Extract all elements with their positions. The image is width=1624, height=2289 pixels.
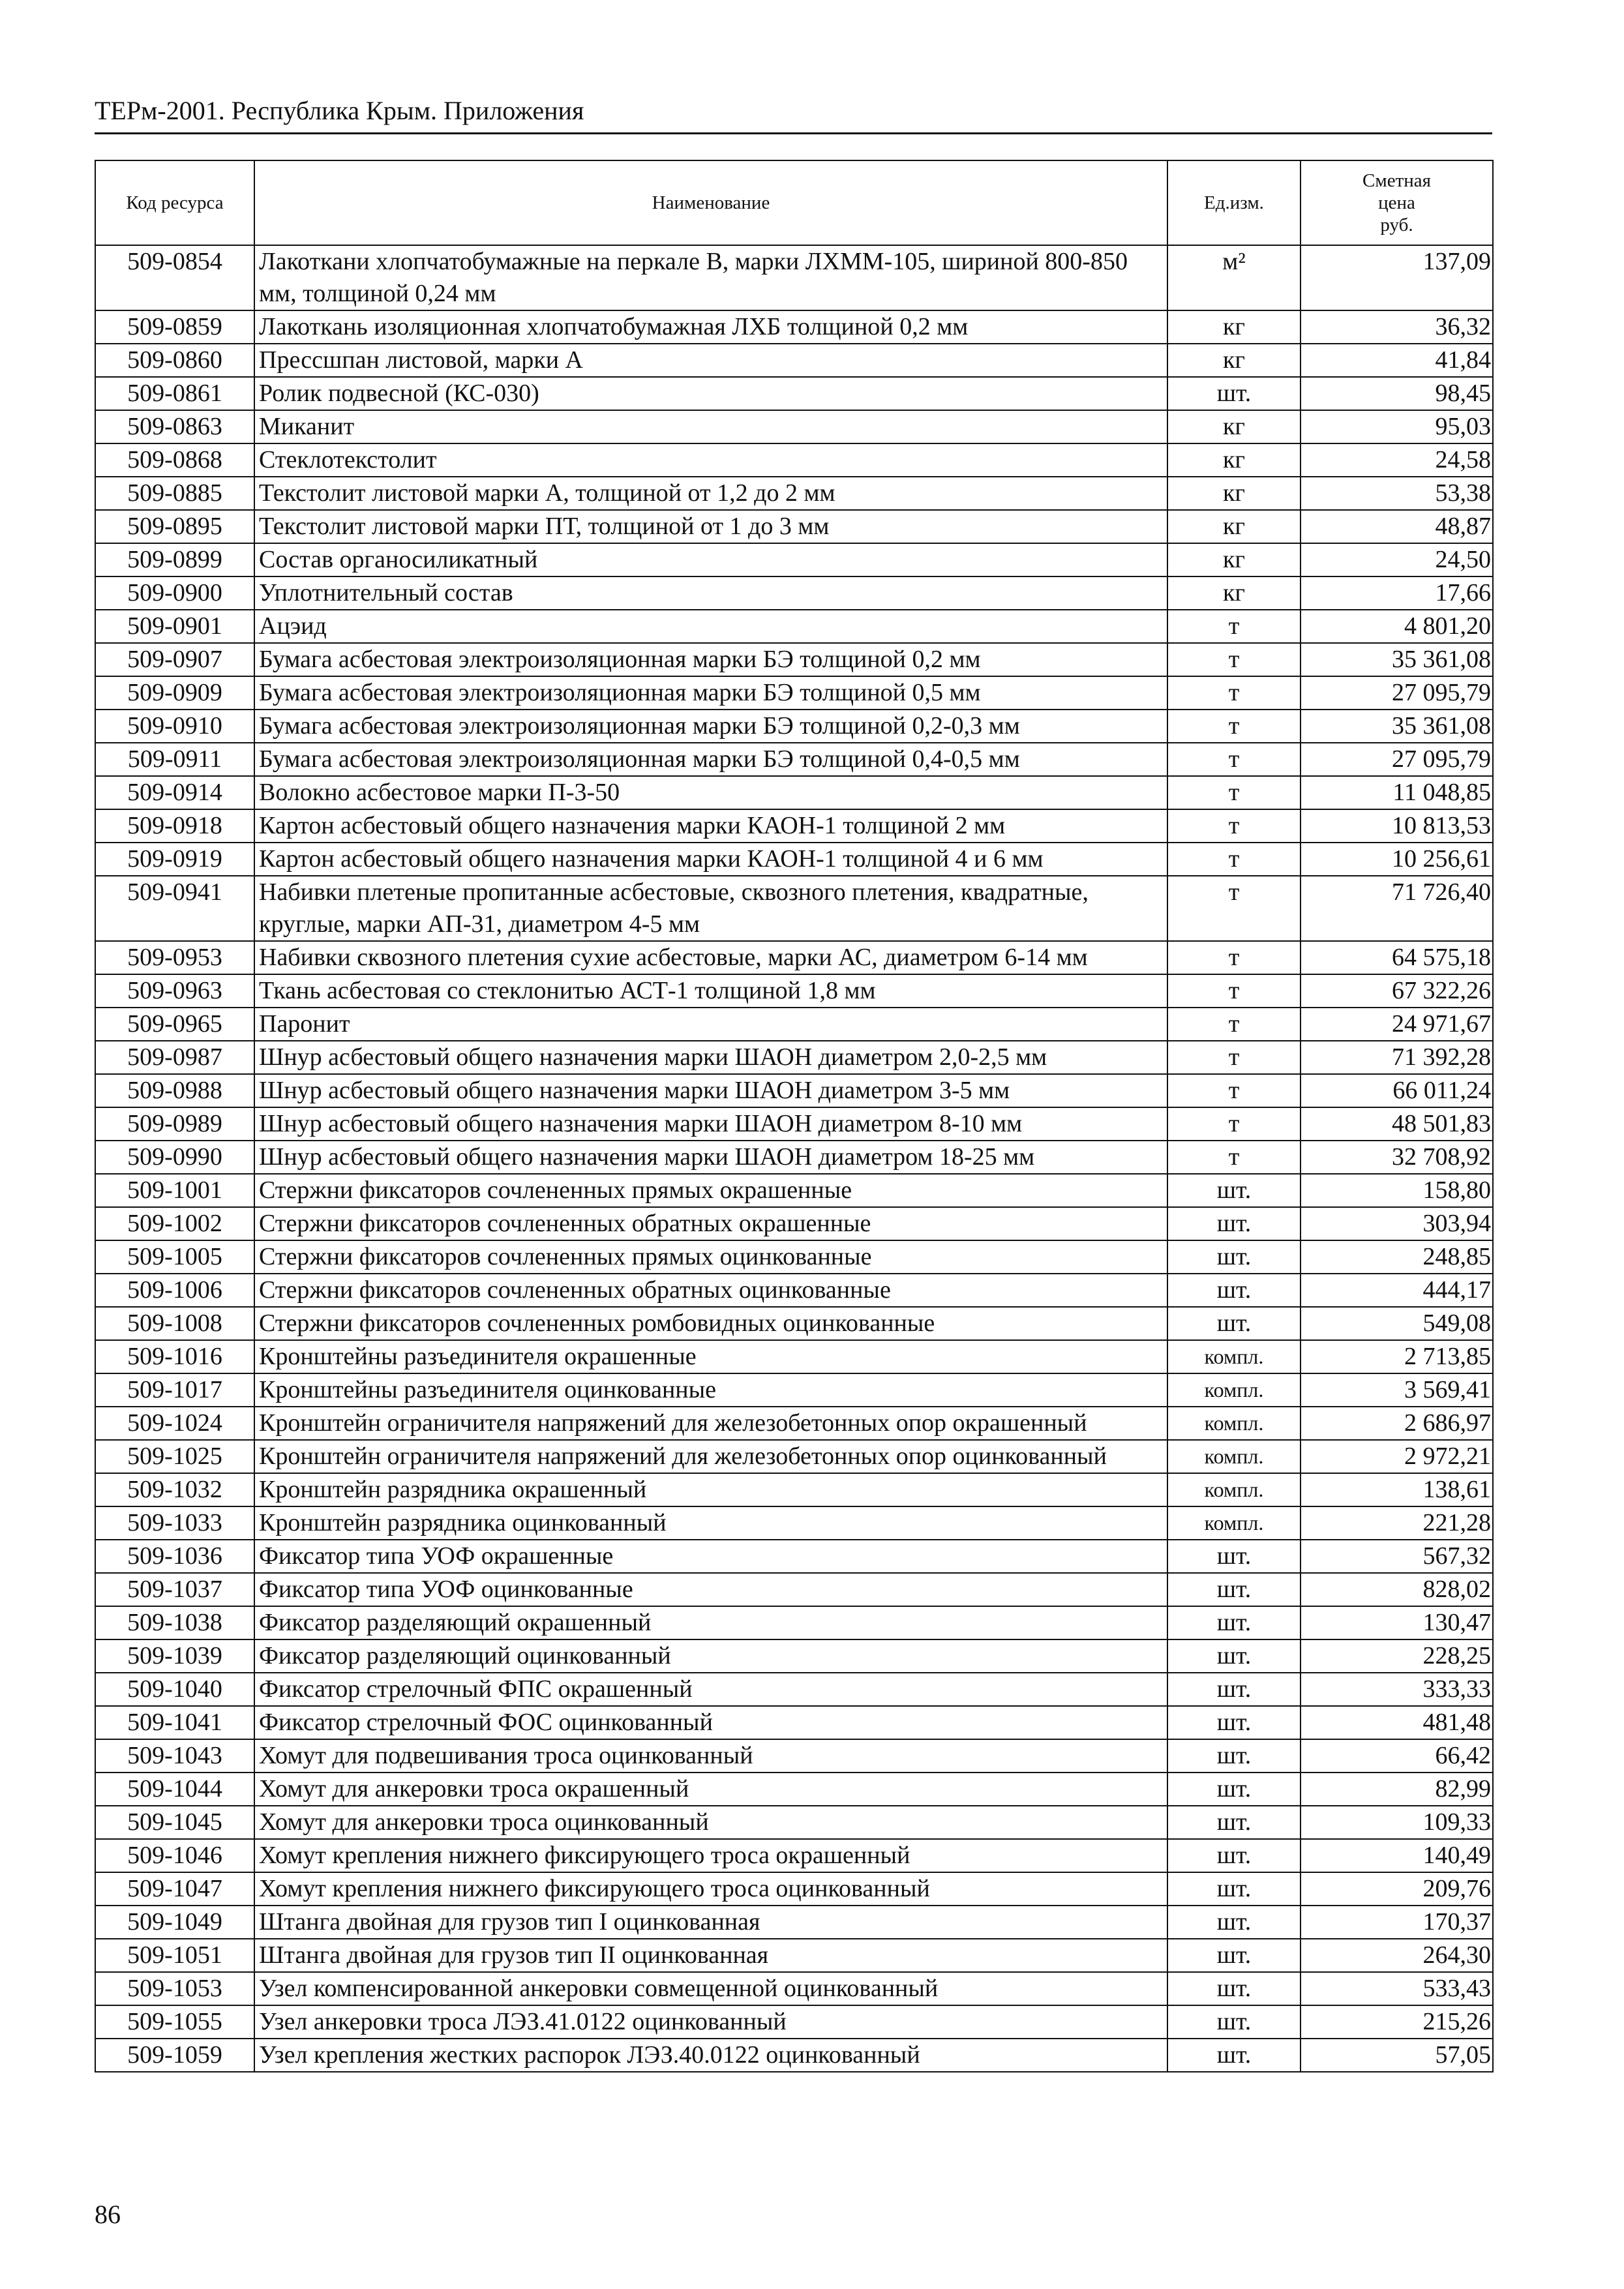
cell-code: 509-1040 xyxy=(95,1673,254,1706)
cell-code: 509-1053 xyxy=(95,1972,254,2005)
cell-unit: компл. xyxy=(1167,1473,1301,1506)
table-row xyxy=(95,1141,1493,1174)
cell-name: Состав органосиликатный xyxy=(254,543,1167,576)
cell-name: Штанга двойная для грузов тип I оцинкованная xyxy=(254,1906,1167,1939)
cell-code: 509-1017 xyxy=(95,1373,254,1407)
table-row xyxy=(95,974,1493,1008)
table-row xyxy=(95,1906,1493,1939)
cell-unit: т xyxy=(1167,941,1301,974)
cell-code: 509-1008 xyxy=(95,1307,254,1340)
table-row xyxy=(95,1540,1493,1573)
cell-name: Кронштейн ограничителя напряжений для железобетонных опор окрашенный xyxy=(254,1407,1167,1440)
cell-unit: шт. xyxy=(1167,1639,1301,1673)
cell-price: 11 048,85 xyxy=(1301,776,1493,809)
column-header-price-line3: руб. xyxy=(1380,215,1413,235)
cell-code: 509-1046 xyxy=(95,1839,254,1872)
table-row xyxy=(95,1041,1493,1074)
cell-price: 3 569,41 xyxy=(1301,1373,1493,1407)
cell-code: 509-1041 xyxy=(95,1706,254,1739)
cell-name: Волокно асбестовое марки П-3-50 xyxy=(254,776,1167,809)
cell-unit: т xyxy=(1167,1074,1301,1107)
cell-unit: кг xyxy=(1167,410,1301,443)
cell-code: 509-0907 xyxy=(95,643,254,676)
cell-name: Миканит xyxy=(254,410,1167,443)
cell-code: 509-0861 xyxy=(95,377,254,410)
cell-unit: шт. xyxy=(1167,1773,1301,1806)
table-row xyxy=(95,1407,1493,1440)
cell-price: 64 575,18 xyxy=(1301,941,1493,974)
cell-unit: т xyxy=(1167,843,1301,876)
cell-unit: шт. xyxy=(1167,1906,1301,1939)
cell-name: Набивки сквозного плетения сухие асбестовые, марки АС, диаметром 6-14 мм xyxy=(254,941,1167,974)
cell-unit: шт. xyxy=(1167,1806,1301,1839)
cell-name: Бумага асбестовая электроизоляционная марки БЭ толщиной 0,2 мм xyxy=(254,643,1167,676)
table-row xyxy=(95,443,1493,477)
cell-code: 509-1049 xyxy=(95,1906,254,1939)
cell-price: 2 972,21 xyxy=(1301,1440,1493,1473)
cell-unit: т xyxy=(1167,776,1301,809)
column-header-price-line1: Сметная xyxy=(1362,170,1431,191)
cell-name: Фиксатор стрелочный ФПС окрашенный xyxy=(254,1673,1167,1706)
cell-code: 509-0988 xyxy=(95,1074,254,1107)
table-body xyxy=(95,245,1493,2072)
cell-unit: т xyxy=(1167,610,1301,643)
header-rule xyxy=(95,132,1492,134)
table-row xyxy=(95,377,1493,410)
cell-price: 130,47 xyxy=(1301,1606,1493,1639)
cell-code: 509-0965 xyxy=(95,1008,254,1041)
cell-unit: т xyxy=(1167,1008,1301,1041)
resource-table-container xyxy=(95,160,1494,2072)
cell-code: 509-0885 xyxy=(95,477,254,510)
cell-name: Шнур асбестовый общего назначения марки ШАОН диаметром 18-25 мм xyxy=(254,1141,1167,1174)
cell-name: Стержни фиксаторов сочлененных прямых оцинкованные xyxy=(254,1240,1167,1274)
cell-price: 10 813,53 xyxy=(1301,809,1493,843)
cell-name: Кронштейны разъединителя оцинкованные xyxy=(254,1373,1167,1407)
cell-price: 41,84 xyxy=(1301,344,1493,377)
cell-name: Фиксатор стрелочный ФОС оцинкованный xyxy=(254,1706,1167,1739)
cell-name: Бумага асбестовая электроизоляционная марки БЭ толщиной 0,4-0,5 мм xyxy=(254,743,1167,776)
resource-price-table xyxy=(95,160,1494,2072)
cell-name: Фиксатор типа УОФ окрашенные xyxy=(254,1540,1167,1573)
cell-price: 228,25 xyxy=(1301,1639,1493,1673)
table-row xyxy=(95,1373,1493,1407)
cell-unit: компл. xyxy=(1167,1506,1301,1540)
cell-unit: шт. xyxy=(1167,1274,1301,1307)
table-row xyxy=(95,1773,1493,1806)
cell-code: 509-0859 xyxy=(95,310,254,344)
table-row xyxy=(95,2039,1493,2072)
cell-price: 138,61 xyxy=(1301,1473,1493,1506)
table-row xyxy=(95,1872,1493,1906)
table-row xyxy=(95,1008,1493,1041)
cell-name: Лакоткани хлопчатобумажные на перкале В, марки ЛХММ-105, шириной 800-850 мм, толщиной 0,24 мм xyxy=(254,245,1167,310)
cell-code: 509-1037 xyxy=(95,1573,254,1606)
cell-price: 549,08 xyxy=(1301,1307,1493,1340)
table-row xyxy=(95,2005,1493,2039)
cell-name: Кронштейн разрядника окрашенный xyxy=(254,1473,1167,1506)
cell-unit: шт. xyxy=(1167,1207,1301,1240)
cell-price: 24,50 xyxy=(1301,543,1493,576)
cell-code: 509-1036 xyxy=(95,1540,254,1573)
cell-unit: т xyxy=(1167,1107,1301,1141)
column-header-unit: Ед.изм. xyxy=(1167,160,1301,245)
cell-code: 509-1016 xyxy=(95,1340,254,1373)
table-row xyxy=(95,1639,1493,1673)
cell-name: Картон асбестовый общего назначения марки КАОН-1 толщиной 2 мм xyxy=(254,809,1167,843)
cell-name: Уплотнительный состав xyxy=(254,576,1167,610)
table-row xyxy=(95,410,1493,443)
cell-unit: т xyxy=(1167,643,1301,676)
cell-name: Стеклотекстолит xyxy=(254,443,1167,477)
cell-price: 53,38 xyxy=(1301,477,1493,510)
cell-name: Прессшпан листовой, марки А xyxy=(254,344,1167,377)
page-header: ТЕРм-2001. Республика Крым. Приложения xyxy=(95,96,584,125)
cell-price: 71 392,28 xyxy=(1301,1041,1493,1074)
cell-price: 35 361,08 xyxy=(1301,643,1493,676)
cell-unit: кг xyxy=(1167,576,1301,610)
cell-code: 509-0987 xyxy=(95,1041,254,1074)
cell-price: 209,76 xyxy=(1301,1872,1493,1906)
cell-price: 221,28 xyxy=(1301,1506,1493,1540)
cell-unit: шт. xyxy=(1167,1307,1301,1340)
cell-name: Узел компенсированной анкеровки совмещенной оцинкованный xyxy=(254,1972,1167,2005)
cell-code: 509-1005 xyxy=(95,1240,254,1274)
cell-price: 36,32 xyxy=(1301,310,1493,344)
cell-code: 509-0901 xyxy=(95,610,254,643)
table-row xyxy=(95,310,1493,344)
cell-price: 303,94 xyxy=(1301,1207,1493,1240)
cell-code: 509-0919 xyxy=(95,843,254,876)
table-row xyxy=(95,1606,1493,1639)
cell-unit: компл. xyxy=(1167,1373,1301,1407)
cell-name: Узел анкеровки троса ЛЭЗ.41.0122 оцинкованный xyxy=(254,2005,1167,2039)
cell-name: Фиксатор разделяющий оцинкованный xyxy=(254,1639,1167,1673)
cell-code: 509-1047 xyxy=(95,1872,254,1906)
cell-name: Хомут крепления нижнего фиксирующего троса окрашенный xyxy=(254,1839,1167,1872)
table-row xyxy=(95,1473,1493,1506)
table-row xyxy=(95,510,1493,543)
cell-price: 10 256,61 xyxy=(1301,843,1493,876)
cell-code: 509-1043 xyxy=(95,1739,254,1773)
cell-code: 509-1059 xyxy=(95,2039,254,2072)
table-header-row xyxy=(95,160,1493,245)
cell-code: 509-1001 xyxy=(95,1174,254,1207)
cell-name: Штанга двойная для грузов тип II оцинкованная xyxy=(254,1939,1167,1972)
table-row xyxy=(95,941,1493,974)
cell-name: Шнур асбестовый общего назначения марки ШАОН диаметром 8-10 мм xyxy=(254,1107,1167,1141)
cell-name: Фиксатор разделяющий окрашенный xyxy=(254,1606,1167,1639)
cell-unit: кг xyxy=(1167,344,1301,377)
cell-price: 71 726,40 xyxy=(1301,876,1493,941)
cell-unit: т xyxy=(1167,1041,1301,1074)
cell-code: 509-0918 xyxy=(95,809,254,843)
table-row xyxy=(95,1440,1493,1473)
cell-unit: т xyxy=(1167,1141,1301,1174)
cell-unit: кг xyxy=(1167,510,1301,543)
cell-price: 248,85 xyxy=(1301,1240,1493,1274)
cell-price: 567,32 xyxy=(1301,1540,1493,1573)
cell-code: 509-0854 xyxy=(95,245,254,310)
table-row xyxy=(95,843,1493,876)
cell-code: 509-0941 xyxy=(95,876,254,941)
table-row xyxy=(95,1573,1493,1606)
cell-code: 509-0953 xyxy=(95,941,254,974)
cell-unit: шт. xyxy=(1167,1573,1301,1606)
cell-code: 509-0900 xyxy=(95,576,254,610)
cell-price: 444,17 xyxy=(1301,1274,1493,1307)
table-row xyxy=(95,1806,1493,1839)
cell-name: Ткань асбестовая со стеклонитью АСТ-1 толщиной 1,8 мм xyxy=(254,974,1167,1008)
table-row xyxy=(95,1506,1493,1540)
cell-code: 509-1055 xyxy=(95,2005,254,2039)
cell-name: Хомут крепления нижнего фиксирующего троса оцинкованный xyxy=(254,1872,1167,1906)
cell-unit: компл. xyxy=(1167,1340,1301,1373)
cell-price: 66,42 xyxy=(1301,1739,1493,1773)
cell-name: Стержни фиксаторов сочлененных прямых окрашенные xyxy=(254,1174,1167,1207)
cell-price: 828,02 xyxy=(1301,1573,1493,1606)
cell-unit: т xyxy=(1167,809,1301,843)
cell-code: 509-0895 xyxy=(95,510,254,543)
cell-code: 509-0990 xyxy=(95,1141,254,1174)
cell-unit: шт. xyxy=(1167,1839,1301,1872)
cell-price: 140,49 xyxy=(1301,1839,1493,1872)
cell-code: 509-1024 xyxy=(95,1407,254,1440)
column-header-price-line2: цена xyxy=(1378,192,1415,213)
cell-price: 264,30 xyxy=(1301,1939,1493,1972)
cell-price: 48,87 xyxy=(1301,510,1493,543)
cell-code: 509-0899 xyxy=(95,543,254,576)
cell-name: Шнур асбестовый общего назначения марки ШАОН диаметром 2,0-2,5 мм xyxy=(254,1041,1167,1074)
cell-name: Текстолит листовой марки А, толщиной от 1,2 до 2 мм xyxy=(254,477,1167,510)
cell-code: 509-0911 xyxy=(95,743,254,776)
table-row xyxy=(95,876,1493,941)
cell-name: Картон асбестовый общего назначения марки КАОН-1 толщиной 4 и 6 мм xyxy=(254,843,1167,876)
table-row xyxy=(95,576,1493,610)
cell-price: 333,33 xyxy=(1301,1673,1493,1706)
cell-code: 509-0910 xyxy=(95,710,254,743)
cell-unit: шт. xyxy=(1167,2039,1301,2072)
cell-name: Стержни фиксаторов сочлененных ромбовидных оцинкованные xyxy=(254,1307,1167,1340)
cell-name: Стержни фиксаторов сочлененных обратных окрашенные xyxy=(254,1207,1167,1240)
cell-price: 27 095,79 xyxy=(1301,676,1493,710)
cell-code: 509-1051 xyxy=(95,1939,254,1972)
cell-unit: шт. xyxy=(1167,1606,1301,1639)
cell-unit: т xyxy=(1167,676,1301,710)
cell-name: Набивки плетеные пропитанные асбестовые, сквозного плетения, квадратные, круглые, марки АП-31, диаметром 4-5 мм xyxy=(254,876,1167,941)
cell-price: 481,48 xyxy=(1301,1706,1493,1739)
column-header-name: Наименование xyxy=(254,160,1167,245)
cell-name: Хомут для подвешивания троса оцинкованный xyxy=(254,1739,1167,1773)
table-row xyxy=(95,1240,1493,1274)
cell-unit: шт. xyxy=(1167,1972,1301,2005)
cell-code: 509-1006 xyxy=(95,1274,254,1307)
table-row xyxy=(95,1274,1493,1307)
cell-name: Бумага асбестовая электроизоляционная марки БЭ толщиной 0,2-0,3 мм xyxy=(254,710,1167,743)
cell-name: Бумага асбестовая электроизоляционная марки БЭ толщиной 0,5 мм xyxy=(254,676,1167,710)
table-row xyxy=(95,1706,1493,1739)
cell-name: Узел крепления жестких распорок ЛЭЗ.40.0122 оцинкованный xyxy=(254,2039,1167,2072)
cell-name: Хомут для анкеровки троса оцинкованный xyxy=(254,1806,1167,1839)
cell-unit: шт. xyxy=(1167,1706,1301,1739)
table-row xyxy=(95,1340,1493,1373)
table-row xyxy=(95,1307,1493,1340)
cell-price: 17,66 xyxy=(1301,576,1493,610)
cell-name: Кронштейн ограничителя напряжений для железобетонных опор оцинкованный xyxy=(254,1440,1167,1473)
cell-unit: т xyxy=(1167,710,1301,743)
cell-unit: кг xyxy=(1167,310,1301,344)
cell-price: 2 713,85 xyxy=(1301,1340,1493,1373)
column-header-code: Код ресурса xyxy=(95,160,254,245)
cell-unit: шт. xyxy=(1167,1739,1301,1773)
table-row xyxy=(95,1673,1493,1706)
table-row xyxy=(95,477,1493,510)
cell-unit: шт. xyxy=(1167,1673,1301,1706)
cell-price: 24,58 xyxy=(1301,443,1493,477)
table-row xyxy=(95,610,1493,643)
cell-unit: компл. xyxy=(1167,1440,1301,1473)
cell-code: 509-0989 xyxy=(95,1107,254,1141)
cell-unit: кг xyxy=(1167,477,1301,510)
cell-name: Текстолит листовой марки ПТ, толщиной от 1 до 3 мм xyxy=(254,510,1167,543)
cell-name: Лакоткань изоляционная хлопчатобумажная ЛХБ толщиной 0,2 мм xyxy=(254,310,1167,344)
cell-price: 533,43 xyxy=(1301,1972,1493,2005)
column-header-price xyxy=(1301,160,1493,245)
page-number: 86 xyxy=(95,2200,121,2229)
cell-name: Кронштейн разрядника оцинкованный xyxy=(254,1506,1167,1540)
cell-price: 137,09 xyxy=(1301,245,1493,310)
table-row xyxy=(95,676,1493,710)
cell-code: 509-0868 xyxy=(95,443,254,477)
cell-code: 509-1033 xyxy=(95,1506,254,1540)
cell-unit: компл. xyxy=(1167,1407,1301,1440)
cell-price: 2 686,97 xyxy=(1301,1407,1493,1440)
cell-price: 170,37 xyxy=(1301,1906,1493,1939)
cell-unit: кг xyxy=(1167,443,1301,477)
cell-name: Стержни фиксаторов сочлененных обратных оцинкованные xyxy=(254,1274,1167,1307)
cell-price: 48 501,83 xyxy=(1301,1107,1493,1141)
cell-price: 158,80 xyxy=(1301,1174,1493,1207)
cell-code: 509-1032 xyxy=(95,1473,254,1506)
cell-unit: т xyxy=(1167,876,1301,941)
cell-unit: т xyxy=(1167,743,1301,776)
cell-unit: кг xyxy=(1167,543,1301,576)
cell-unit: шт. xyxy=(1167,1540,1301,1573)
cell-unit: шт. xyxy=(1167,1240,1301,1274)
cell-name: Ролик подвесной (КС-030) xyxy=(254,377,1167,410)
table-row xyxy=(95,1972,1493,2005)
table-row xyxy=(95,1174,1493,1207)
cell-name: Кронштейны разъединителя окрашенные xyxy=(254,1340,1167,1373)
cell-code: 509-1045 xyxy=(95,1806,254,1839)
cell-price: 35 361,08 xyxy=(1301,710,1493,743)
cell-code: 509-1038 xyxy=(95,1606,254,1639)
table-row xyxy=(95,344,1493,377)
cell-price: 82,99 xyxy=(1301,1773,1493,1806)
cell-code: 509-0863 xyxy=(95,410,254,443)
cell-name: Шнур асбестовый общего назначения марки ШАОН диаметром 3-5 мм xyxy=(254,1074,1167,1107)
table-row xyxy=(95,1107,1493,1141)
cell-name: Фиксатор типа УОФ оцинкованные xyxy=(254,1573,1167,1606)
cell-price: 109,33 xyxy=(1301,1806,1493,1839)
cell-price: 66 011,24 xyxy=(1301,1074,1493,1107)
cell-name: Хомут для анкеровки троса окрашенный xyxy=(254,1773,1167,1806)
cell-unit: шт. xyxy=(1167,377,1301,410)
cell-price: 24 971,67 xyxy=(1301,1008,1493,1041)
cell-code: 509-0914 xyxy=(95,776,254,809)
cell-unit: м² xyxy=(1167,245,1301,310)
table-row xyxy=(95,710,1493,743)
cell-price: 32 708,92 xyxy=(1301,1141,1493,1174)
table-row xyxy=(95,1074,1493,1107)
table-row xyxy=(95,1207,1493,1240)
table-row xyxy=(95,543,1493,576)
cell-code: 509-0963 xyxy=(95,974,254,1008)
cell-code: 509-1044 xyxy=(95,1773,254,1806)
cell-price: 57,05 xyxy=(1301,2039,1493,2072)
table-row xyxy=(95,1939,1493,1972)
table-row xyxy=(95,245,1493,310)
cell-price: 27 095,79 xyxy=(1301,743,1493,776)
table-row xyxy=(95,809,1493,843)
cell-price: 67 322,26 xyxy=(1301,974,1493,1008)
cell-unit: шт. xyxy=(1167,1174,1301,1207)
cell-code: 509-0909 xyxy=(95,676,254,710)
table-row xyxy=(95,743,1493,776)
cell-code: 509-1002 xyxy=(95,1207,254,1240)
table-row xyxy=(95,1739,1493,1773)
cell-unit: т xyxy=(1167,974,1301,1008)
table-row xyxy=(95,1839,1493,1872)
cell-code: 509-1039 xyxy=(95,1639,254,1673)
cell-unit: шт. xyxy=(1167,1939,1301,1972)
cell-unit: шт. xyxy=(1167,1872,1301,1906)
cell-price: 98,45 xyxy=(1301,377,1493,410)
cell-price: 95,03 xyxy=(1301,410,1493,443)
cell-price: 4 801,20 xyxy=(1301,610,1493,643)
cell-name: Ацэид xyxy=(254,610,1167,643)
cell-price: 215,26 xyxy=(1301,2005,1493,2039)
table-row xyxy=(95,776,1493,809)
cell-name: Паронит xyxy=(254,1008,1167,1041)
cell-code: 509-1025 xyxy=(95,1440,254,1473)
cell-code: 509-0860 xyxy=(95,344,254,377)
cell-unit: шт. xyxy=(1167,2005,1301,2039)
table-row xyxy=(95,643,1493,676)
